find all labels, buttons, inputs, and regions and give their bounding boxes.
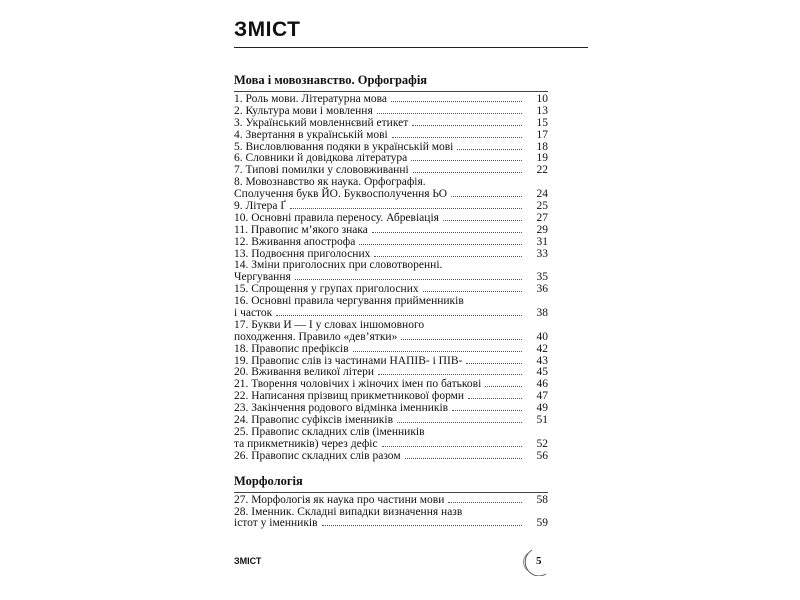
- dot-leader: [290, 208, 522, 209]
- toc-entry-page: 49: [536, 402, 548, 415]
- toc-entry-text: 26. Правопис складних слів разом: [234, 449, 401, 462]
- dot-leader: [485, 386, 522, 387]
- toc-entry-page: 40: [536, 330, 548, 343]
- dot-leader: [468, 398, 522, 399]
- dot-leader: [397, 422, 522, 423]
- dot-leader: [443, 220, 522, 221]
- dot-leader: [372, 232, 522, 233]
- toc-entry[interactable]: [234, 249, 548, 261]
- dot-leader: [391, 101, 522, 102]
- toc-entry-page: 24: [536, 188, 548, 201]
- toc-entry[interactable]: [234, 320, 548, 344]
- dot-leader: [353, 351, 522, 352]
- toc-entry-page: 25: [536, 200, 548, 213]
- toc-entry-text: 15. Спрощення у групах приголосних: [234, 283, 419, 296]
- dot-leader: [405, 458, 522, 459]
- footer-label: ЗМІСТ: [234, 556, 262, 566]
- section-gap: [234, 463, 548, 473]
- page-number-swirl-icon: [512, 548, 556, 576]
- toc-entry-text: 7. Типові помилки у слововживанні: [234, 164, 409, 177]
- toc-entry-text: 11. Правопис м’якого знака: [234, 223, 368, 236]
- toc-entry-page: 56: [536, 449, 548, 462]
- toc-entry-page: 18: [536, 140, 548, 153]
- toc-entry-text: 22. Написання прізвищ прикметникової форми: [234, 390, 465, 403]
- toc-entry-text: 25. Правопис складних слів (іменників: [234, 426, 425, 438]
- toc-entry-page: 22: [536, 164, 548, 177]
- footer-page-number: [512, 548, 556, 576]
- toc-entry-text: 5. Висловлювання подяки в українській мові: [234, 140, 454, 153]
- toc-entry-page: 38: [536, 307, 548, 320]
- toc-entry-text: 13. Подвоєння приголосних: [234, 247, 371, 260]
- toc-entry-text: 9. Літера Ґ: [234, 200, 286, 213]
- toc-entry-text: 17. Букви И — І у словах іншомовного: [234, 319, 425, 331]
- toc-entry-text: 8. Мовознавство як наука. Орфографія.: [234, 177, 426, 189]
- section-heading: Морфологія: [234, 473, 303, 488]
- section-rule: [234, 492, 548, 493]
- toc-entry-page: 17: [536, 128, 548, 141]
- dot-leader: [392, 137, 522, 138]
- toc-entry-text: 19. Правопис слів із частинами НАПІВ- і ПІВ-: [234, 354, 463, 367]
- toc-entry-text: 16. Основні правила чергування прийменників: [234, 296, 464, 308]
- toc-entry[interactable]: [234, 165, 548, 177]
- toc-entry-text: походження. Правило «дев’ятки»: [234, 330, 398, 343]
- dot-leader: [451, 196, 522, 197]
- toc-entry-text: і часток: [234, 307, 273, 320]
- toc-entry-text: 3. Український мовленнєвий етикет: [234, 116, 409, 129]
- dot-leader: [411, 160, 522, 161]
- dot-leader: [457, 149, 522, 150]
- toc-entry-page: 10: [536, 93, 548, 105]
- toc-entry[interactable]: [234, 118, 548, 130]
- toc-entry[interactable]: [234, 130, 548, 142]
- toc-entry-text: 12. Вживання апострофа: [234, 235, 356, 248]
- toc-entry-text: 20. Вживання великої літери: [234, 366, 375, 379]
- toc-entry-page: 45: [536, 366, 548, 379]
- toc-entry-page: 51: [536, 414, 548, 427]
- toc-entry[interactable]: [234, 507, 548, 531]
- toc-entry-text: 4. Звертання в українській мові: [234, 128, 388, 141]
- toc-entry-page: 42: [536, 342, 548, 355]
- toc-entry[interactable]: [234, 296, 548, 320]
- toc-entry-text: 10. Основні правила переносу. Абревіація: [234, 211, 439, 224]
- toc-entry-text: 6. Словники й довідкова література: [234, 152, 408, 165]
- dot-leader: [374, 256, 522, 257]
- toc-entry[interactable]: [234, 177, 548, 201]
- toc-entry-page: 33: [536, 247, 548, 260]
- toc-entry-page: 36: [536, 283, 548, 296]
- toc-entry-text: 14. Зміни приголосних при словотворенні.: [234, 260, 443, 272]
- dot-leader: [423, 291, 522, 292]
- table-of-contents: [234, 72, 548, 530]
- dot-leader: [412, 125, 522, 126]
- toc-entry[interactable]: [234, 106, 548, 118]
- section-heading: Мова і мовознавство. Орфографія: [234, 73, 428, 87]
- toc-entry[interactable]: [234, 225, 548, 237]
- toc-entry-text: Чергування: [234, 271, 291, 284]
- toc-entry-text: 1. Роль мови. Літературна мова: [234, 93, 388, 105]
- dot-leader: [359, 244, 522, 245]
- toc-entry-text: 2. Культура мови і мовлення: [234, 104, 373, 117]
- toc-entry-text: істот у іменників: [234, 517, 318, 530]
- page-title: ЗМІСТ: [234, 18, 301, 41]
- dot-leader: [322, 525, 522, 526]
- dot-leader: [378, 374, 522, 375]
- toc-entry-text: Сполучення букв ЙО. Буквосполучення ЬО: [234, 188, 448, 201]
- toc-entry[interactable]: [234, 237, 548, 249]
- toc-entry-text: 23. Закінчення родового відмінка іменників: [234, 402, 449, 415]
- dot-leader: [448, 502, 522, 503]
- toc-entry-page: 19: [536, 152, 548, 165]
- toc-entry-page: 47: [536, 390, 548, 403]
- toc-entry-text: 24. Правопис суфіксів іменників: [234, 414, 394, 427]
- toc-entry[interactable]: [234, 213, 548, 225]
- toc-entry[interactable]: [234, 495, 548, 507]
- toc-entry-page: 29: [536, 223, 548, 236]
- dot-leader: [401, 339, 522, 340]
- toc-entry-page: 46: [536, 378, 548, 391]
- toc-entry[interactable]: [234, 260, 548, 284]
- toc-entry[interactable]: [234, 427, 548, 451]
- toc-entry-page: 27: [536, 211, 548, 224]
- toc-entry-page: 43: [536, 354, 548, 367]
- title-rule: [234, 47, 588, 48]
- dot-leader: [382, 446, 522, 447]
- toc-entry-text: 28. Іменник. Складні випадки визначення назв: [234, 506, 463, 518]
- toc-entry-text: 27. Морфологія як наука про частини мови: [234, 493, 445, 506]
- toc-entry-page: 31: [536, 235, 548, 248]
- section-rule: [234, 91, 548, 92]
- toc-entry[interactable]: [234, 415, 548, 427]
- dot-leader: [377, 113, 522, 114]
- toc-entry-page: 58: [536, 493, 548, 506]
- toc-entry-text: 18. Правопис префіксів: [234, 342, 349, 355]
- dot-leader: [276, 315, 522, 316]
- dot-leader: [295, 279, 522, 280]
- toc-entry[interactable]: [234, 284, 548, 296]
- toc-entry[interactable]: [234, 344, 548, 356]
- toc-entry-page: 15: [536, 116, 548, 129]
- toc-entry-text: та прикметників) через дефіс: [234, 437, 378, 450]
- toc-entry-text: 21. Творення чоловічих і жіночих імен по батькові: [234, 378, 482, 391]
- page-number: 5: [536, 555, 542, 567]
- toc-entry[interactable]: [234, 451, 548, 463]
- toc-entry-page: 52: [536, 437, 548, 450]
- toc-entry-page: 35: [536, 271, 548, 284]
- dot-leader: [413, 172, 522, 173]
- toc-entry-page: 59: [536, 517, 548, 530]
- toc-entry-page: 13: [536, 104, 548, 117]
- dot-leader: [452, 410, 522, 411]
- dot-leader: [466, 363, 522, 364]
